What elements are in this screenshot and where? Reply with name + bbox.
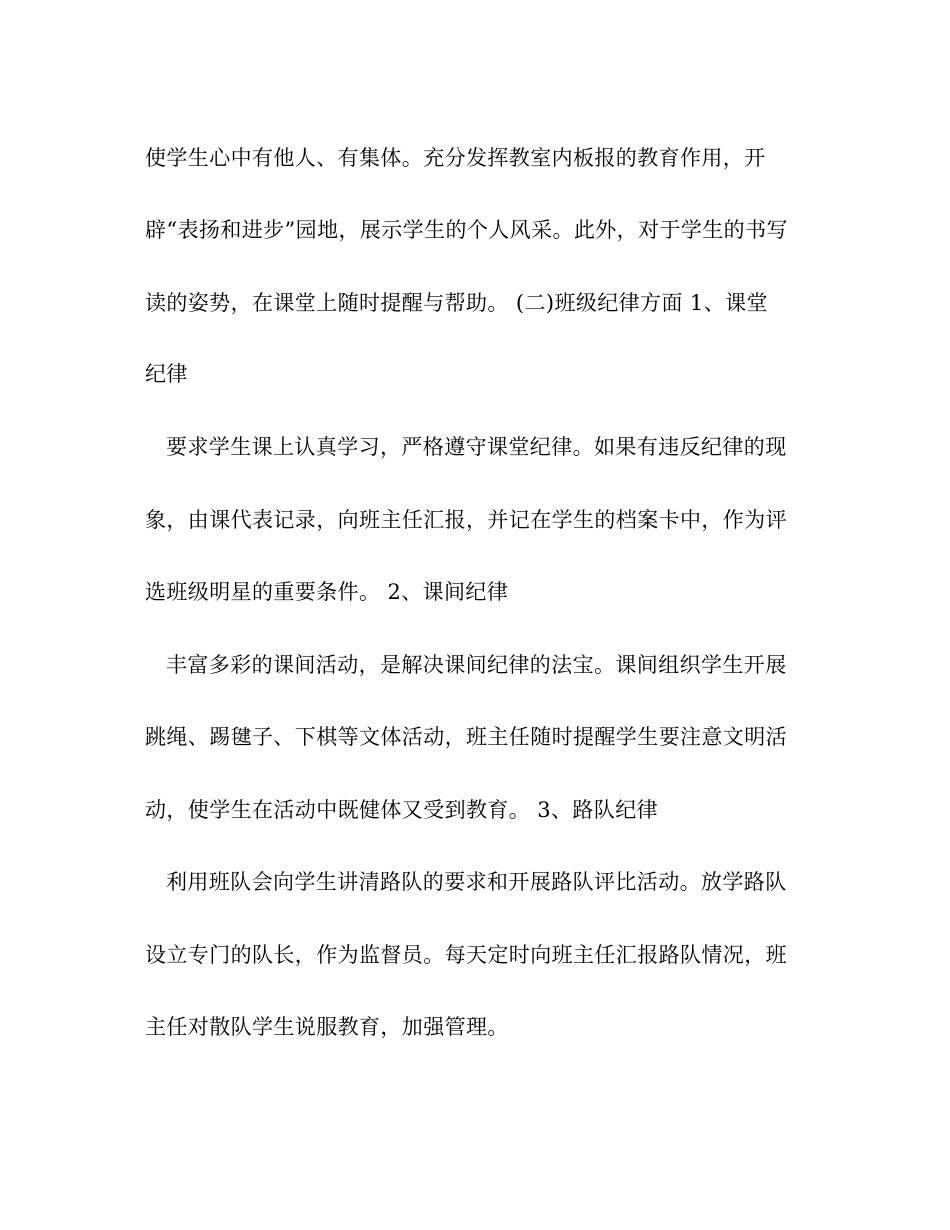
paragraph-line: 动，使学生在活动中既健体又受到教育。 3、路队纪律 [145,798,659,822]
paragraph-line: 主任对散队学生说服教育，加强管理。 [145,1015,509,1039]
paragraph-line: 利用班队会向学生讲清路队的要求和开展路队评比活动。放学路队 [166,870,787,894]
paragraph-line: 辟“表扬和进步”园地，展示学生的个人风采。此外，对于学生的书写 [145,218,788,242]
paragraph-line: 纪律 [145,362,188,386]
paragraph-line: 象，由课代表记录，向班主任汇报，并记在学生的档案卡中，作为评 [145,508,787,532]
paragraph-line: 要求学生课上认真学习，严格遵守课堂纪律。如果有违反纪律的现 [166,435,787,459]
paragraph-line: 使学生心中有他人、有集体。充分发挥教室内板报的教育作用，开 [145,146,766,170]
paragraph-line: 丰富多彩的课间活动，是解决课间纪律的法宝。课间组织学生开展 [166,653,787,677]
paragraph-line: 读的姿势，在课堂上随时提醒与帮助。 (二)班级纪律方面 1、课堂 [145,291,768,315]
paragraph-line: 设立专门的队长，作为监督员。每天定时向班主任汇报路队情况，班 [145,943,787,967]
paragraph-line: 跳绳、踢毽子、下棋等文体活动，班主任随时提醒学生要注意文明活 [145,725,787,749]
paragraph-line: 选班级明星的重要条件。 2、课间纪律 [145,580,509,604]
